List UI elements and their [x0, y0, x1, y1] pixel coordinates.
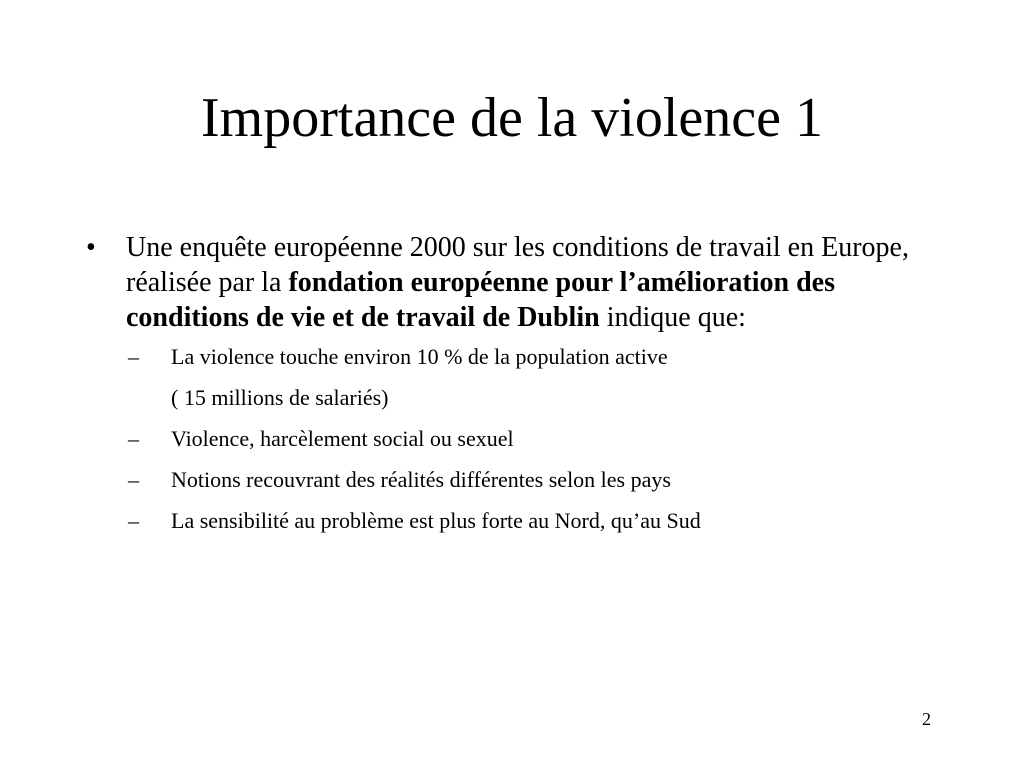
sub-bullet-text: Notions recouvrant des réalités différentes selon les pays: [171, 467, 671, 492]
sub-bullet-item: [128, 466, 946, 494]
slide-title: Importance de la violence 1: [201, 87, 823, 149]
sub-bullet-continuation: [128, 384, 946, 412]
sub-bullet-list: [86, 343, 946, 535]
main-bullet-text-end: indique que:: [599, 302, 746, 333]
main-bullet-text-bold: fondation européenne pour l’amélioration des conditions de vie et de travail de Dublin: [126, 267, 835, 333]
main-bullet-text-intro: Une enquête européenne 2000 sur les conditions de travail en Europe, réalisée par la: [126, 232, 909, 298]
sub-bullet-text: Violence, harcèlement social ou sexuel: [171, 426, 514, 451]
page-number: 2: [922, 709, 931, 729]
sub-bullet-text: ( 15 millions de salariés): [171, 385, 389, 410]
main-bullet-item: [86, 230, 946, 335]
dash-icon: –: [128, 344, 139, 369]
dash-icon: –: [128, 508, 139, 533]
sub-bullet-text: La violence touche environ 10 % de la population active: [171, 344, 668, 369]
sub-bullet-text: La sensibilité au problème est plus forte au Nord, qu’au Sud: [171, 508, 701, 533]
bullet-icon: •: [86, 232, 96, 263]
sub-bullet-item: [128, 425, 946, 453]
sub-bullet-item: [128, 343, 946, 371]
sub-bullet-item: [128, 507, 946, 535]
bullet-list: [86, 230, 946, 548]
dash-icon: –: [128, 467, 139, 492]
dash-icon: –: [128, 426, 139, 451]
